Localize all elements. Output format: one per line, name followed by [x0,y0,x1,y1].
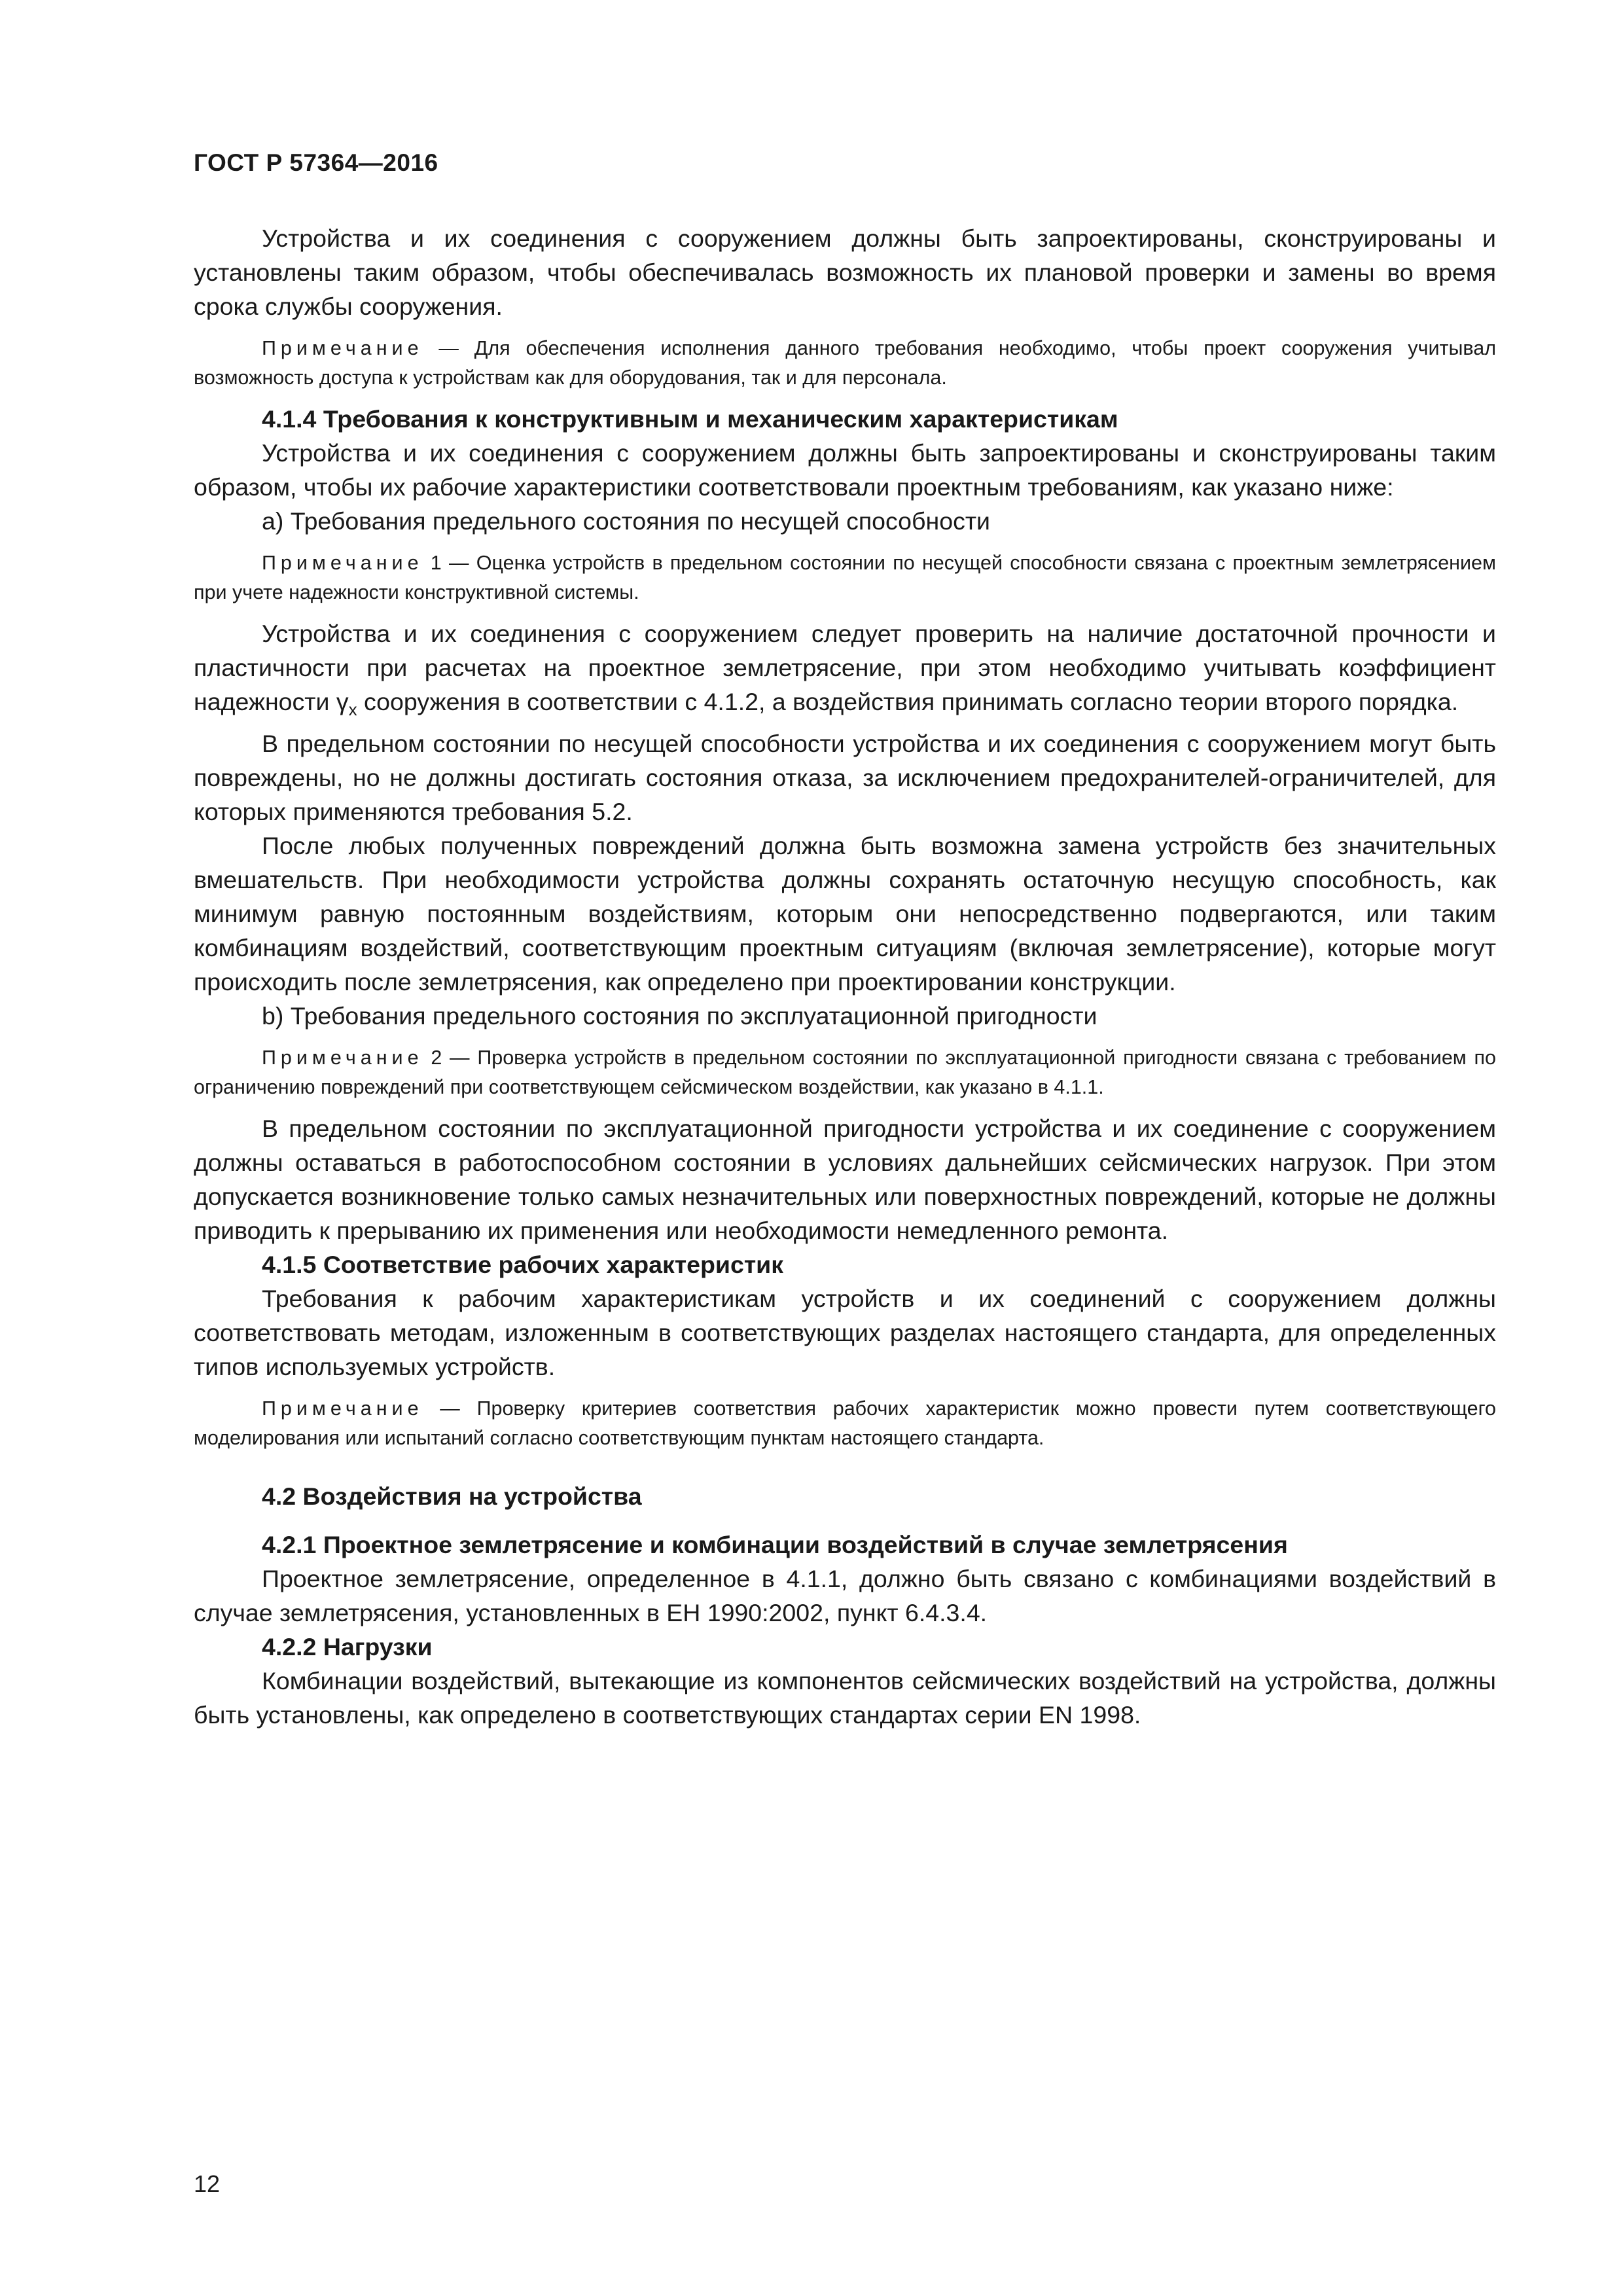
paragraph: В предельном состоянии по эксплуатационной пригодности устройства и их соединение с сооружением должны оставаться в работоспособном состоянии в условиях дальнейших сейсмических нагрузок. При этом допускается возникновение только самых незначительных или поверхностных повреждений, которые не должны приводить к прерыванию их применения или необходимости немедленного ремонта. [194,1115,1496,1244]
section-heading-4-2: 4.2 Воздействия на устройства [262,1482,642,1510]
note-text: 1 — Оценка устройств в предельном состоянии по несущей способности связана с проектным землетрясением при учете надежности конструктивной системы. [194,552,1496,603]
note-label: Примечание [262,552,423,574]
section-heading-4-2-2: 4.2.2 Нагрузки [262,1633,433,1660]
paragraph: Требования к рабочим характеристикам устройств и их соединений с сооружением должны соответствовать методам, изложенным в соответствующих разделах настоящего стандарта, для определенных типов используемых устройств. [194,1285,1496,1380]
note-text: — Проверку критериев соответствия рабочих характеристик можно провести путем соответствующего моделирования или испытаний согласно соответствующим пунктам настоящего стандарта. [194,1397,1496,1449]
paragraph: После любых полученных повреждений должна быть возможна замена устройств без значительных вмешательств. При необходимости устройства должны сохранять остаточную несущую способность, как минимум равную постоянным воздействиям, которым они непосредственно подвергаются, или таким комбинациям воздействий, соответствующим проектным ситуациям (включая землетрясение), которые могут происходить после землетрясения, как определено при проектировании конструкции. [194,832,1496,996]
section-heading-4-2-1: 4.2.1 Проектное землетрясение и комбинации воздействий в случае землетрясения [262,1531,1288,1558]
document-body [194,221,1496,1732]
page-number: 12 [194,2170,221,2197]
note-label: Примечание [262,1047,423,1069]
paragraph [194,617,1496,726]
paragraph: Проектное землетрясение, определенное в 4.1.1, должно быть связано с комбинациями воздействий в случае землетрясения, установленных в ЕН 1990:2002, пункт 6.4.3.4. [194,1565,1496,1626]
paragraph-text: сооружения в соответствии с 4.1.2, а воздействия принимать согласно теории второго порядка. [357,688,1459,715]
subscript: x [348,700,357,719]
note-text: — Для обеспечения исполнения данного требования необходимо, чтобы проект сооружения учитывал возможность доступа к устройствам как для оборудования, так и для персонала. [194,337,1496,389]
note [194,1043,1496,1102]
paragraph: Комбинации воздействий, вытекающие из компонентов сейсмических воздействий на устройства, должны быть установлены, как определено в соответствующих стандартах серии EN 1998. [194,1667,1496,1729]
paragraph: Устройства и их соединения с сооружением должны быть запроектированы, сконструированы и установлены таким образом, чтобы обеспечивалась возможность их плановой проверки и замены во время срока службы сооружения. [194,224,1496,320]
list-item-a: a) Требования предельного состояния по несущей способности [262,507,990,535]
note [194,548,1496,607]
list-item-b: b) Требования предельного состояния по эксплуатационной пригодности [262,1002,1097,1030]
note [194,334,1496,393]
section-heading-4-1-5: 4.1.5 Соответствие рабочих характеристик [262,1251,784,1278]
note-label: Примечание [262,1397,423,1420]
note [194,1394,1496,1453]
paragraph: Устройства и их соединения с сооружением должны быть запроектированы и сконструированы таким образом, чтобы их рабочие характеристики соответствовали проектным требованиям, как указано ниже: [194,439,1496,501]
paragraph-text: Устройства и их соединения с сооружением следует проверить на наличие достаточной прочности и пластичности при расчетах на проектное землетрясение, при этом необходимо учитывать коэффициент надежности γ [194,620,1496,715]
note-text: 2 — Проверка устройств в предельном состоянии по эксплуатационной пригодности связана с требованием по ограничению повреждений при соответствующем сейсмическом воздействии, как указано в 4.1.1. [194,1047,1496,1098]
paragraph: В предельном состоянии по несущей способности устройства и их соединения с сооружением могут быть повреждены, но не должны достигать состояния отказа, за исключением предохранителей-ограничителей, для которых применяются требования 5.2. [194,730,1496,825]
document-code-header: ГОСТ Р 57364—2016 [194,149,438,176]
note-label: Примечание [262,337,423,359]
section-heading-4-1-4: 4.1.4 Требования к конструктивным и механическим характеристикам [262,405,1118,433]
